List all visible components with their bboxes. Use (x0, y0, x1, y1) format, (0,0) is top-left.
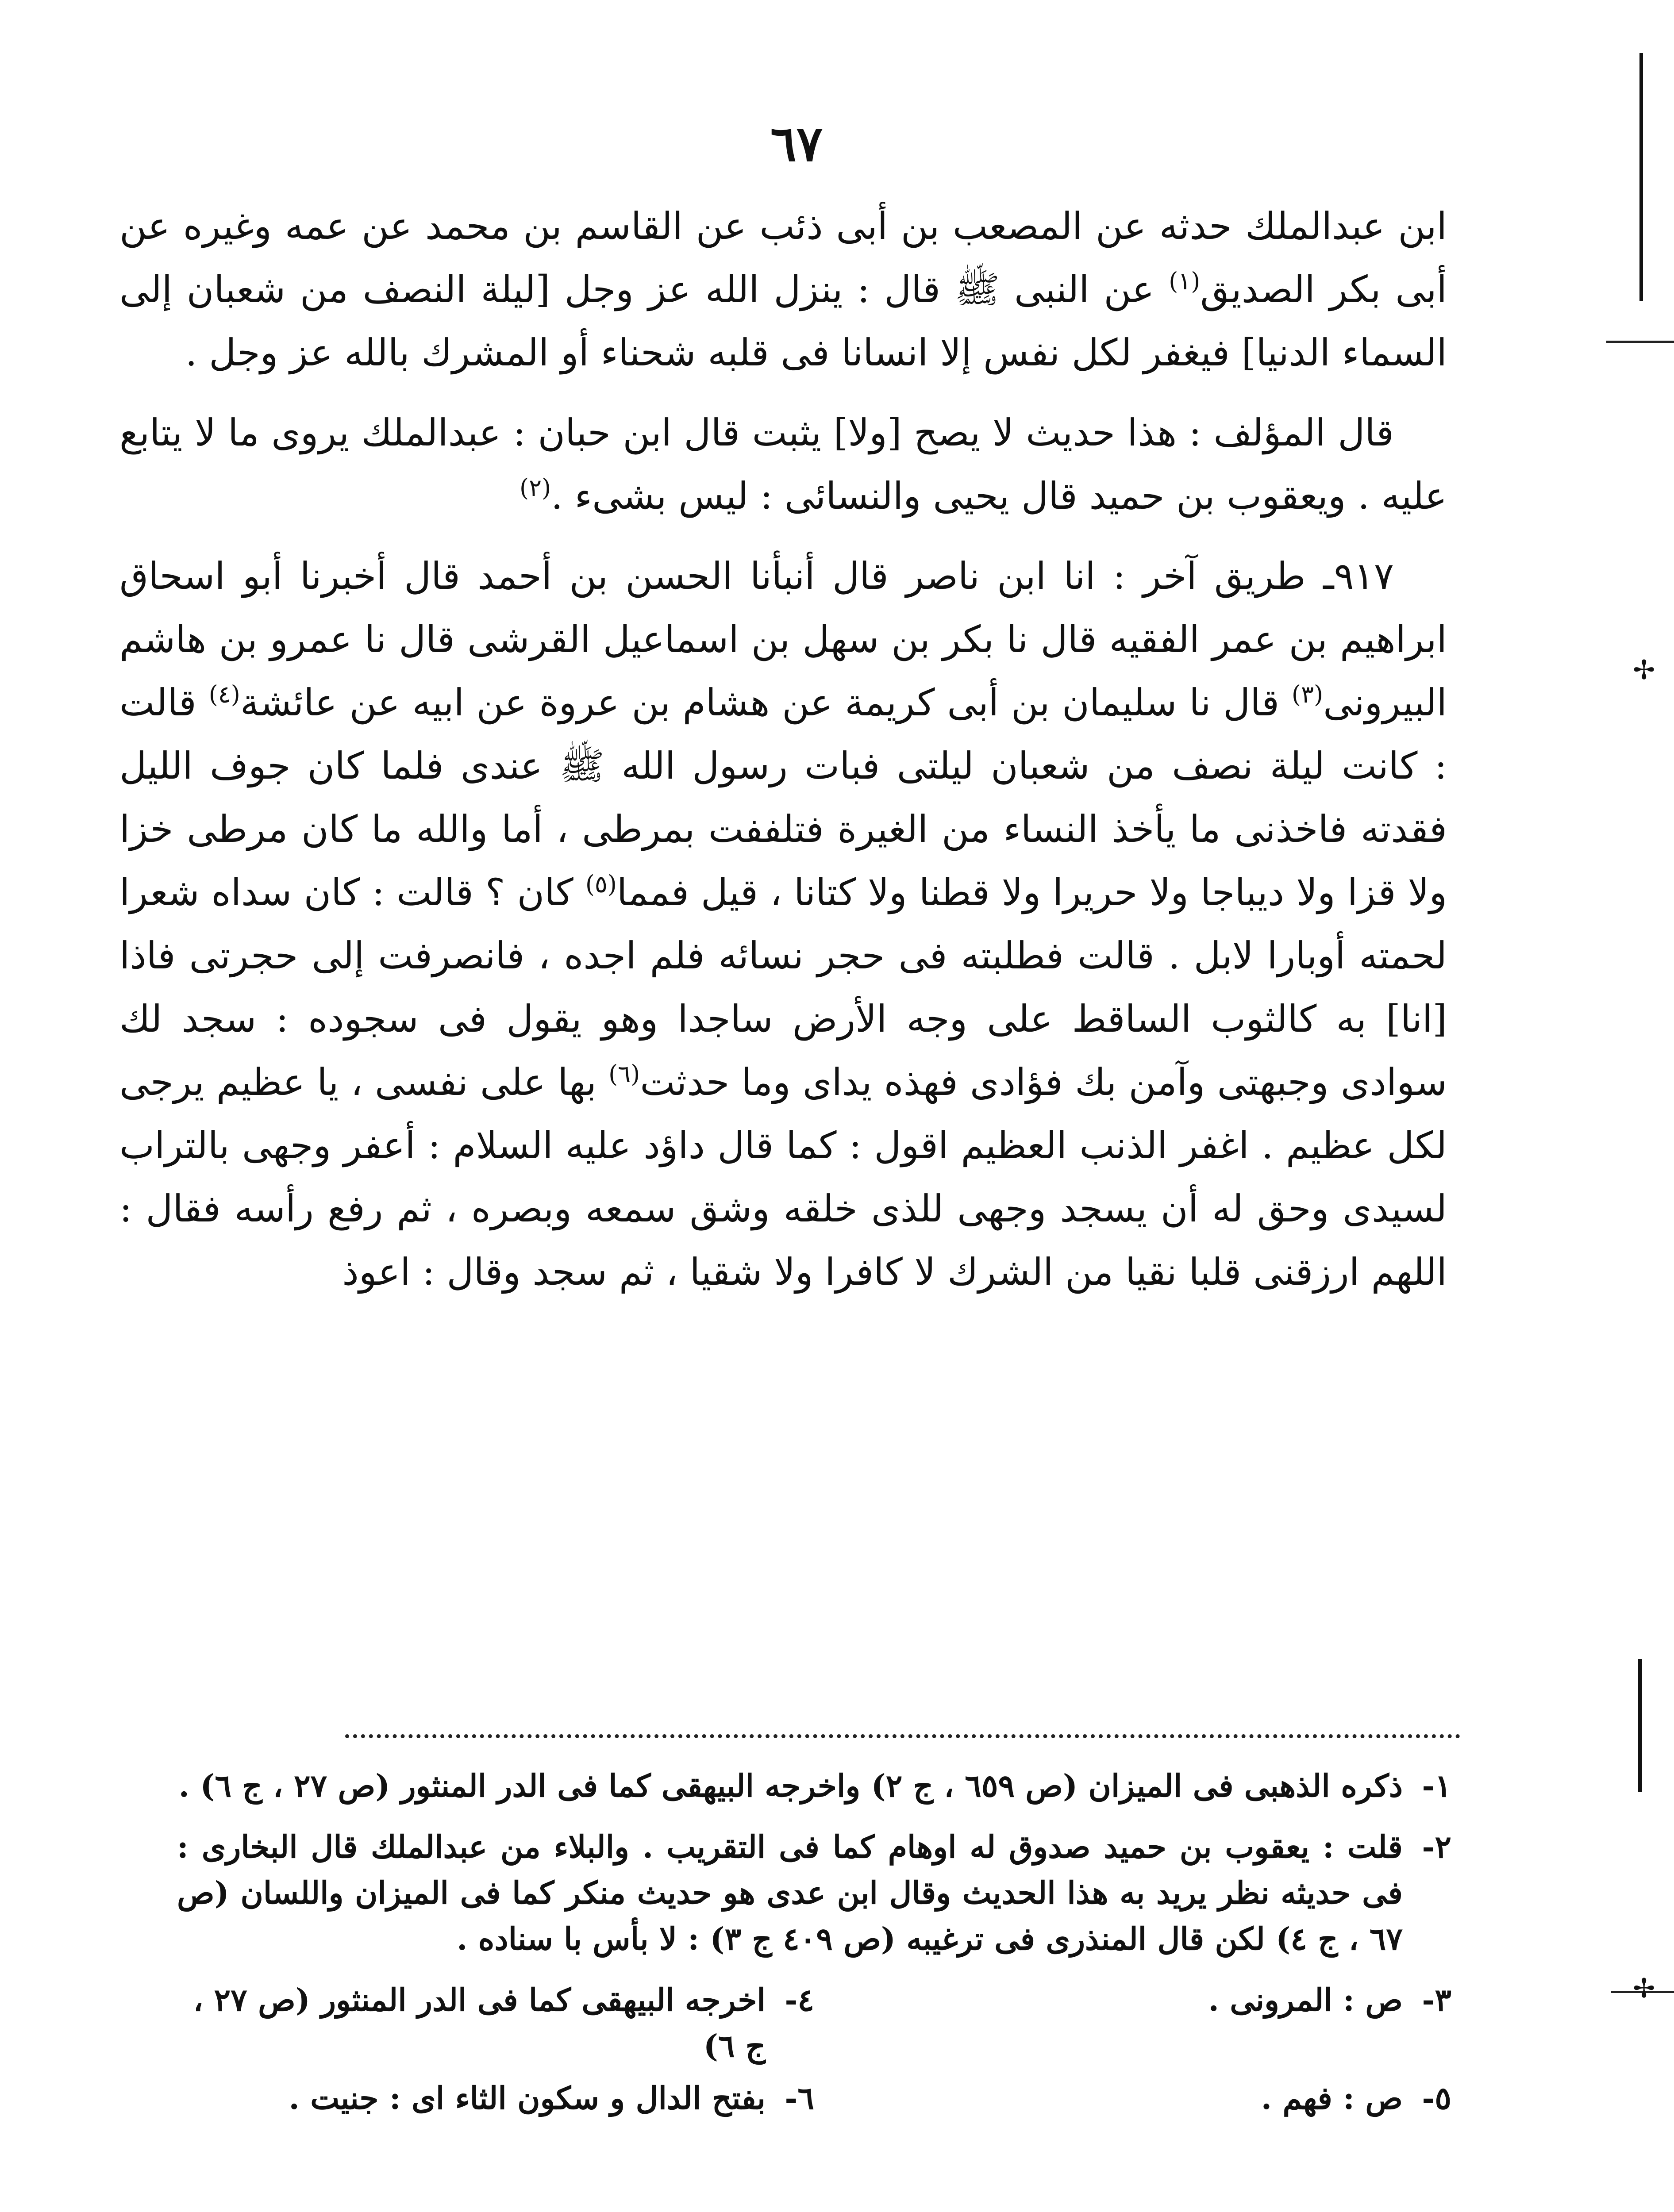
footnote-ref: (٢) (520, 474, 551, 502)
footnote-5 (814, 2075, 1451, 2121)
footnote-4 (177, 1977, 814, 2069)
text-run: ابن عبدالملك حدثه عن المصعب بن أبى ذئب عن القاسم بن محمد عن عمه وغيره عن أبى بكر الصديق (119, 204, 1447, 311)
footnote-3 (814, 1977, 1451, 2069)
text-run: كان ؟ قالت : كان سداه شعرا لحمته أوبارا لابل . قالت فطلبته فى حجر نسائه فلم اجده ، فانصرفت إلى حجرتى فاذا [انا] به كالثوب الساقط على وجه الأرض ساجدا وهو يقول فى سجوده : سجد لك سوادى وجبهتى وآمن بك فؤادى فهذه يداى وما حدثت (119, 871, 1447, 1104)
footnote-text: ص : فهم . (1261, 2080, 1403, 2116)
footnote-ref: (٣) (1291, 680, 1324, 708)
footnote-number: ٤- (785, 1982, 814, 2018)
text-run: ٩١٧ـ طريق آخر : انا ابن ناصر قال أنبأنا الحسن بن أحمد قال أخبرنا أبو اسحاق ابراهيم بن عمر الفقيه قال نا بكر بن سهل بن اسماعيل القرشى قال نا عمرو بن هاشم البيرونى (119, 554, 1447, 724)
text-run: بها على نفسى ، يا عظيم يرجى لكل عظيم . اغفر الذنب العظيم اقول : كما قال داؤد عليه السلام : أعفر وجهى بالتراب لسيدى وحق له أن يسجد وجهى للذى خلقه وشق سمعه وبصره ، ثم رفع رأسه فقال : اللهم ارزقنى قلبا نقيا من الشرك لا كافرا ولا شقيا ، ثم سجد وقال : اعوذ (119, 1060, 1447, 1294)
footnote-ref: (٦) (608, 1060, 640, 1088)
main-text (119, 195, 1447, 1321)
footnotes (177, 1763, 1451, 2128)
footnote-text: قلت : يعقوب بن حميد صدوق له اوهام كما فى التقريب . والبلاء من عبدالملك قال البخارى : فى حديثه نظر يريد به هذا الحديث وقال ابن عدى هو حديث منكر كما فى الميزان واللسان (ص ٦٧ ، ج ٤) لكن قال المنذرى فى ترغيبه (ص ٤٠٩ ج ٣) : لا بأس با سناده . (177, 1828, 1403, 1957)
footnote-number: ٣- (1422, 1982, 1451, 2018)
footnote-text: بفتح الدال و سكون الثاء اى : جنيت . (289, 2080, 766, 2116)
text-run: قال المؤلف : هذا حديث لا يصح [ولا] يثبت قال ابن حبان : عبدالملك يروى ما لا يتابع عليه . ويعقوب بن حميد قال يحيى والنسائى : ليس بشىء . (119, 411, 1447, 518)
paragraph-author-comment (119, 401, 1447, 528)
margin-cross-icon: ✢ (1633, 1973, 1655, 2004)
footnote-row-5-6 (177, 2075, 1451, 2121)
text-run: عن النبى ﷺ قال : ينزل الله عز وجل [ليلة النصف من شعبان إلى السماء الدنيا] فيغفر لكل نفس إلا انسانا فى قلبه شحناء أو المشرك بالله عز وجل . (119, 268, 1447, 374)
text-run: قالت : كانت ليلة نصف من شعبان ليلتى فبات رسول الله ﷺ عندى فلما كان جوف الليل فقدته فاخذنى ما يأخذ النساء من الغيرة فتلففت بمرطى ، أما والله ما كان مرطى خزا ولا قزا ولا ديباجا ولا حريرا ولا قطنا ولا كتانا ، قيل فمما (119, 681, 1447, 914)
footnote-row-3-4 (177, 1977, 1451, 2069)
footnote-6 (177, 2075, 814, 2121)
footnote-ref: (١) (1169, 267, 1201, 295)
page-number: ٦٧ (770, 115, 823, 172)
footnote-text: اخرجه البيهقى كما فى الدر المنثور (ص ٢٧ ، ج ٦) (193, 1982, 766, 2064)
footnote-2 (177, 1824, 1451, 1962)
footnote-text: ص : المرونى . (1208, 1982, 1403, 2018)
text-run: قال نا سليمان بن أبى كريمة عن هشام بن عروة عن ابيه عن عائشة (240, 681, 1280, 724)
paragraph-isnad-1 (119, 195, 1447, 384)
footnote-ref: (٥) (585, 870, 617, 898)
footnote-number: ٥- (1422, 2080, 1451, 2116)
edge-mark-top (1606, 341, 1674, 343)
footnote-ref: (٤) (208, 680, 240, 708)
footnote-divider (345, 1734, 1460, 1738)
footnote-number: ١- (1422, 1767, 1451, 1804)
footnote-number: ٢- (1422, 1828, 1451, 1865)
footnote-1 (177, 1763, 1451, 1809)
footnote-number: ٦- (785, 2080, 814, 2116)
margin-rule-top (1639, 53, 1643, 301)
margin-rule-middle (1638, 1659, 1642, 1792)
margin-cross-icon: ✢ (1633, 655, 1655, 686)
paragraph-hadith-917 (119, 545, 1447, 1304)
footnote-text: ذكره الذهبى فى الميزان (ص ٦٥٩ ، ج ٢) واخرجه البيهقى كما فى الدر المنثور (ص ٢٧ ، ج ٦) . (178, 1767, 1403, 1804)
